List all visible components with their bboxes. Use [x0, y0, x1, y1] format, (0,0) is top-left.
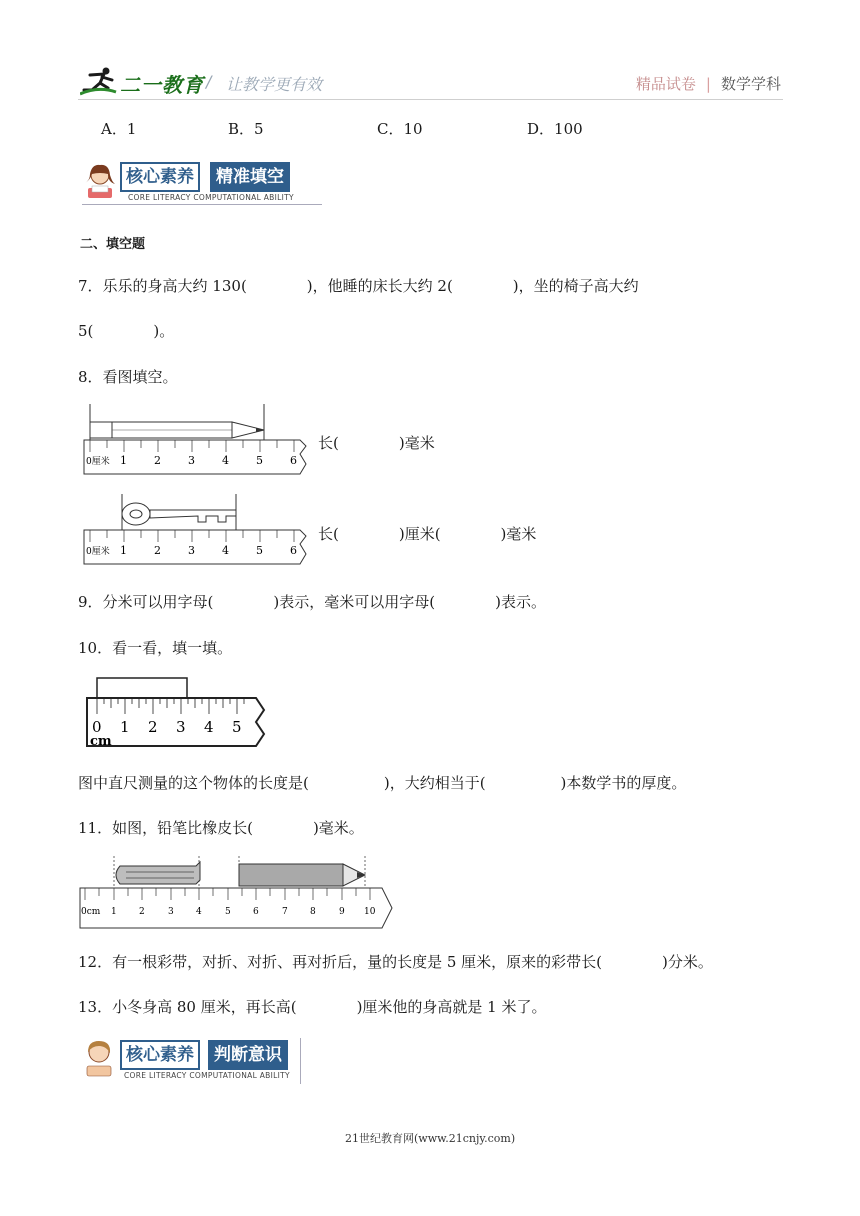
q11-tick-2: 2	[139, 907, 145, 917]
q10-tick-1: 1	[120, 718, 130, 736]
q8-ruler2-tick-5: 5	[256, 544, 263, 557]
q7-line1: 7．乐乐的身高大约 130( )，他睡的床长大约 2( )，坐的椅子高大约	[78, 277, 639, 295]
q8-answer2: 长( )厘米( )毫米	[318, 525, 537, 543]
option-b: B．5	[228, 120, 264, 138]
banner2-divider	[300, 1038, 301, 1084]
banner1-subtitle: CORE LITERACY COMPUTATIONAL ABILITY	[128, 193, 294, 202]
q8-ruler1-tick-2: 2	[154, 454, 161, 467]
runner-logo-icon	[80, 66, 118, 96]
q11-ruler-eraser-pencil-figure	[78, 854, 396, 930]
page-footer: 21世纪教育网(www.21cnjy.com)	[345, 1132, 516, 1145]
q10-tick-4: 4	[204, 718, 214, 736]
q11-tick-3: 3	[168, 907, 174, 917]
q8-stem: 8．看图填空。	[78, 368, 178, 386]
banner2-subtitle: CORE LITERACY COMPUTATIONAL ABILITY	[124, 1071, 290, 1080]
q8-ruler1-tick-1: 1	[120, 454, 127, 467]
q8-ruler1-unit: 0厘米	[86, 457, 110, 467]
q8-ruler2-unit: 0厘米	[86, 547, 110, 557]
q11-tick-9: 9	[339, 907, 345, 917]
option-d: D．100	[527, 120, 583, 138]
q8-ruler-pencil-figure	[80, 402, 312, 480]
q8-ruler-key-figure	[80, 492, 312, 570]
section-title: 二、填空题	[80, 237, 146, 252]
banner2-label: 核心素养	[120, 1040, 200, 1070]
q11-tick-1: 1	[111, 907, 117, 917]
q10-stem: 10．看一看，填一填。	[78, 639, 233, 657]
girl-writing-icon	[82, 1038, 118, 1080]
q10-tick-5: 5	[232, 718, 242, 736]
q8-ruler2-tick-1: 1	[120, 544, 127, 557]
q13-text: 13．小冬身高 80 厘米，再长高( )厘米他的身高就是 1 米了。	[78, 998, 547, 1016]
q11-tick-5: 5	[225, 907, 231, 917]
q11-tick-4: 4	[196, 907, 202, 917]
banner2-highlight: 判断意识	[208, 1040, 288, 1070]
q8-ruler1-tick-4: 4	[222, 454, 229, 467]
header-separator: |	[705, 75, 711, 93]
subject: 数学学科	[720, 75, 781, 93]
q10-ruler-unit: cm	[90, 734, 112, 749]
header-rule	[78, 99, 783, 100]
page-header	[78, 62, 783, 100]
q8-answer1: 长( )毫米	[318, 434, 435, 452]
q9-text: 9．分米可以用字母( )表示，毫米可以用字母( )表示。	[78, 593, 546, 611]
banner-core-literacy-fill	[82, 160, 322, 202]
q10-tick-2: 2	[148, 718, 158, 736]
q8-ruler2-tick-6: 6	[290, 544, 297, 557]
option-c: C．10	[377, 120, 423, 138]
q7-line2: 5( )。	[78, 322, 175, 340]
option-a: A．1	[101, 120, 137, 138]
q11-tick-6: 6	[253, 907, 259, 917]
q10-answer: 图中直尺测量的这个物体的长度是( )，大约相当于( )本数学书的厚度。	[78, 774, 687, 792]
slogan-separator: /	[206, 72, 212, 91]
q11-tick-10: 10	[364, 907, 376, 917]
paper-type: 精品试卷	[635, 75, 696, 93]
q10-tick-3: 3	[176, 718, 186, 736]
q11-stem: 11．如图，铅笔比橡皮长( )毫米。	[78, 819, 364, 837]
banner1-highlight: 精准填空	[210, 162, 290, 192]
logo-text: 二一教育	[120, 73, 204, 97]
q8-ruler1-tick-6: 6	[290, 454, 297, 467]
q8-ruler1-tick-5: 5	[256, 454, 263, 467]
banner1-label: 核心素养	[120, 162, 200, 192]
q8-ruler2-tick-2: 2	[154, 544, 161, 557]
q8-ruler1-tick-3: 3	[188, 454, 195, 467]
q11-tick-7: 7	[282, 907, 288, 917]
banner1-underline	[82, 204, 322, 205]
slogan: 让教学更有效	[226, 75, 323, 94]
q10-ruler-figure	[84, 676, 268, 750]
q8-ruler2-tick-3: 3	[188, 544, 195, 557]
header-right	[636, 73, 781, 94]
banner-core-literacy-judge	[82, 1038, 304, 1080]
q11-tick-0: 0cm	[81, 907, 101, 917]
q11-tick-8: 8	[310, 907, 316, 917]
q8-ruler2-tick-4: 4	[222, 544, 229, 557]
q12-text: 12．有一根彩带，对折、对折、再对折后，量的长度是 5 厘米，原来的彩带长( )分米。	[78, 953, 713, 971]
girl-reading-icon	[82, 162, 118, 202]
q10-tick-0: 0	[92, 718, 102, 736]
